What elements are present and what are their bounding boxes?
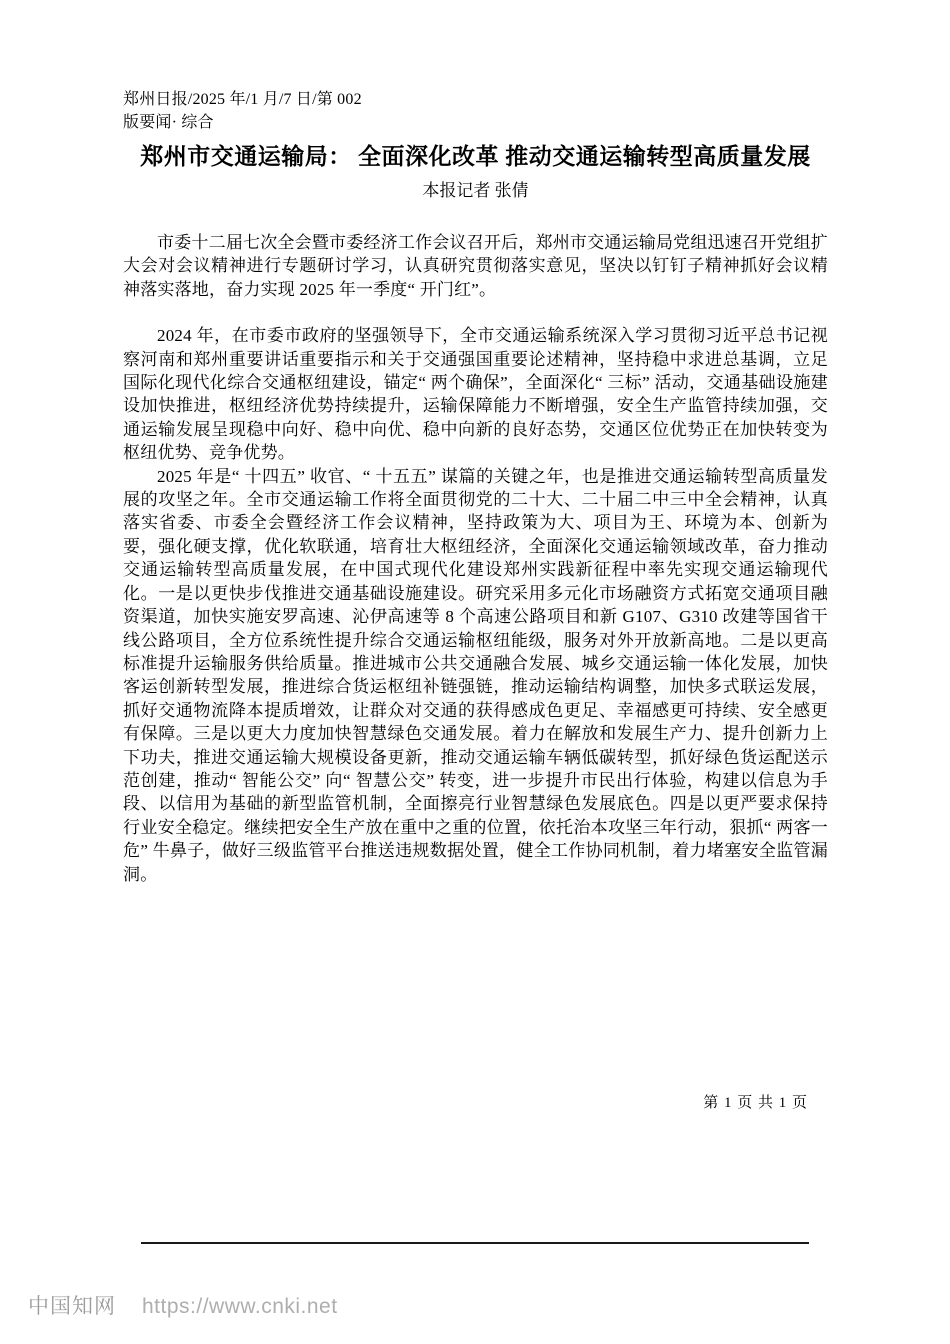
- article-paragraph: 2024 年，在市委市政府的坚强领导下，全市交通运输系统深入学习贯彻习近平总书记视察河南和郑州重要讲话重要指示和关于交通强国重要论述精神，坚持稳中求进总基调，立足国际化现代化综合交通枢纽建设，锚定“ 两个确保”，全面深化“ 三标” 活动，交通基础设施建设加快推进，枢纽经济优势持续提升，运输保障能力不断增强，安全生产监管持续加强，交通运输发展呈现稳中向好、稳中向优、稳中向新的良好态势，交通区位优势正在加快转变为枢纽优势、竞争优势。: [123, 326, 828, 463]
- article-paragraph: 市委十二届七次全会暨市委经济工作会议召开后，郑州市交通运输局党组迅速召开党组扩大会对会议精神进行专题研讨学习，认真研究贯彻落实意见，坚决以钉钉子精神抓好会议精神落实落地，奋力实现 2025 年一季度“ 开门红”。: [123, 233, 828, 299]
- article-body: [123, 0, 828, 886]
- page-number: 第 1 页 共 1 页: [703, 1095, 808, 1111]
- footer-divider: [141, 1242, 809, 1244]
- article-paragraph: 2025 年是“ 十四五” 收官、“ 十五五” 谋篇的关键之年，也是推进交通运输转型高质量发展的攻坚之年。全市交通运输工作将全面贯彻党的二十大、二十届二中三中全会精神，认真落实省委、市委全会暨经济工作会议精神，坚持政策为大、项目为王、环境为本、创新为要，强化硬支撑，优化软联通，培育壮大枢纽经济，全面深化交通运输领域改革，奋力推动交通运输转型高质量发展，在中国式现代化建设郑州实践新征程中率先实现交通运输现代化。一是以更快步伐推进交通基础设施建设。研究采用多元化市场融资方式拓宽交通项目融资渠道，加快实施安罗高速、沁伊高速等 8 个高速公路项目和新 G107、G310 改建等国省干线公路项目，全方位系统性提升综合交通运输枢纽能级，服务对外开放新高地。二是以更高标准提升运输服务供给质量。推进城市公共交通融合发展、城乡交通运输一体化发展，加快客运创新转型发展，推进综合货运枢纽补链强链，推动运输结构调整，加快多式联运发展，抓好交通物流降本提质增效，让群众对交通的获得感成色更足、幸福感更可持续、安全感更有保障。三是以更大力度加快智慧绿色交通发展。着力在解放和发展生产力、提升创新力上下功夫，推进交通运输大规模设备更新，推动交通运输车辆低碳转型，抓好绿色货运配送示范创建，推动“ 智能公交” 向“ 智慧公交” 转变，进一步提升市民出行体验，构建以信息为手段、以信用为基础的新型监管机制，全面擦亮行业智慧绿色发展底色。四是以更严要求保持行业安全稳定。继续把安全生产放在重中之重的位置，依托治本攻坚三年行动，狠抓“ 两客一危” 牛鼻子，做好三级监管平台推送违规数据处置，健全工作协同机制，着力堵塞安全监管漏洞。: [123, 466, 828, 884]
- article-byline: 本报记者 张倩: [422, 181, 529, 200]
- cnki-url-text: https://www.cnki.net: [142, 1295, 338, 1318]
- cnki-watermark: [28, 1290, 338, 1320]
- cnki-brand-text: 中国知网: [28, 1295, 116, 1318]
- source-citation-line1: 郑州日报/2025 年/1 月/7 日/第 002: [123, 91, 362, 108]
- article-title: 郑州市交通运输局： 全面深化改革 推动交通运输转型高质量发展: [140, 144, 811, 169]
- source-citation-line2: 版要闻· 综合: [123, 114, 214, 131]
